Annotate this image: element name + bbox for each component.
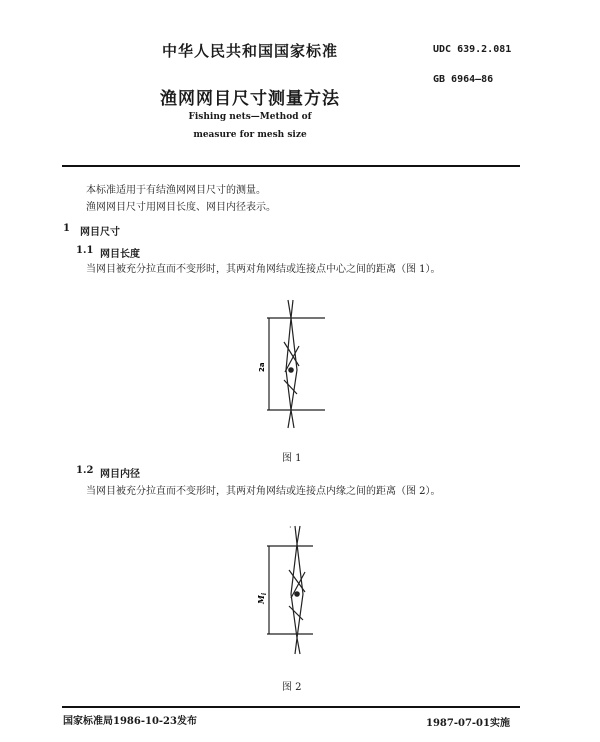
figure-1-mesh	[267, 300, 325, 428]
footer-divider	[62, 706, 520, 708]
english-title-line2: measure for mesh size	[193, 130, 307, 140]
figure-1-diagram	[255, 298, 335, 438]
header-divider	[62, 165, 520, 167]
section-1-1-title: 网目长度	[100, 249, 140, 260]
effective-date: 1987-07-01实施	[426, 718, 510, 729]
figure-2-label-main: M	[256, 595, 266, 604]
section-1-2-text: 当网目被充分拉直而不变形时，其两对角网结或连接点内缘之间的距离（图 2）。	[86, 486, 441, 497]
fig1-knot-center	[289, 368, 293, 372]
figure-2-diagram	[255, 522, 335, 662]
figure-2-label	[256, 592, 268, 605]
figure-2-mesh	[267, 526, 313, 654]
section-1-title: 网目尺寸	[80, 227, 120, 238]
figure-2-caption: 图 2	[282, 682, 302, 693]
issue-date: 国家标准局1986-10-23发布	[63, 716, 197, 727]
fig2-knot-center	[295, 592, 299, 596]
figure-1-label: 2a	[258, 362, 266, 372]
section-1-1-text: 当网目被充分拉直而不变形时，其两对角网结或连接点中心之间的距离（图 1）。	[86, 264, 441, 275]
fig1-mesh-diamond-right	[291, 300, 297, 428]
figure-1-caption: 图 1	[282, 453, 302, 464]
english-title-line1: Fishing nets—Method of	[188, 112, 312, 122]
intro-line-1: 本标准适用于有结渔网网目尺寸的测量。	[86, 185, 266, 196]
fig1-mesh-diamond-left	[286, 300, 291, 428]
figure-2-label-sub: i	[261, 592, 268, 596]
fig2-mesh-diamond-right	[297, 526, 303, 654]
udc-code: UDC 639.2.081	[433, 44, 512, 55]
fig2-mesh-diamond-left	[291, 526, 297, 654]
figure-2-top-dot: ·	[289, 523, 292, 532]
page-title: 渔网网目尺寸测量方法	[160, 89, 340, 109]
gb-code: GB 6964—86	[433, 74, 494, 85]
standard-title: 中华人民共和国国家标准	[161, 42, 338, 60]
section-1-1-number: 1.1	[76, 245, 94, 256]
section-1-number: 1	[63, 223, 70, 234]
section-1-2-title: 网目内径	[100, 469, 140, 480]
section-1-2-number: 1.2	[76, 465, 94, 476]
intro-line-2: 渔网网目尺寸用网目长度、网目内径表示。	[86, 202, 276, 213]
